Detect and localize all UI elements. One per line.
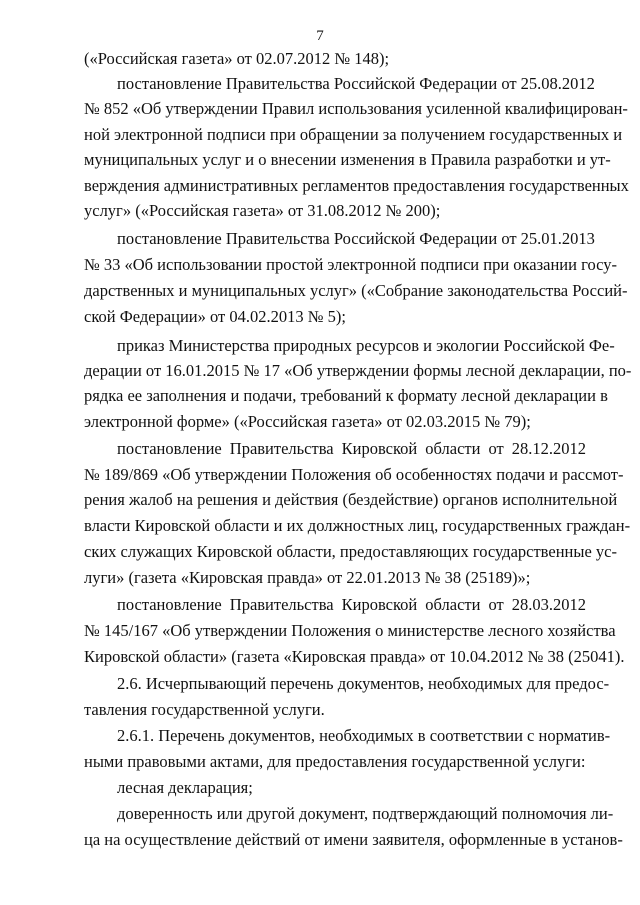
text-line: постановление Правительства Российской Федерации от 25.08.2012 bbox=[117, 74, 595, 93]
text-line: ской Федерации» от 04.02.2013 № 5); bbox=[84, 307, 346, 326]
text-line: 2.6.1. Перечень документов, необходимых в соответствии с норматив- bbox=[117, 726, 611, 745]
text-line: дерации от 16.01.2015 № 17 «Об утверждении формы лесной декларации, по- bbox=[84, 361, 632, 380]
text-line: постановление Правительства Российской Федерации от 25.01.2013 bbox=[117, 229, 595, 248]
text-line: власти Кировской области и их должностных лиц, государственных граждан- bbox=[84, 516, 631, 535]
text-line: луги» (газета «Кировская правда» от 22.01.2013 № 38 (25189)»; bbox=[84, 568, 531, 587]
text-line: муниципальных услуг и о внесении изменения в Правила разработки и ут- bbox=[84, 150, 611, 169]
text-line: доверенность или другой документ, подтверждающий полномочия ли- bbox=[117, 804, 614, 823]
text-line: дарственных и муниципальных услуг» («Собрание законодательства Россий- bbox=[84, 281, 628, 300]
text-line: № 852 «Об утверждении Правил использования усиленной квалифицирован- bbox=[84, 99, 628, 118]
text-line: электронной форме» («Российская газета» от 02.03.2015 № 79); bbox=[84, 412, 531, 431]
text-line: 2.6. Исчерпывающий перечень документов, необходимых для предос- bbox=[117, 674, 610, 693]
text-line: ными правовыми актами, для предоставления государственной услуги: bbox=[84, 752, 586, 771]
page-number: 7 bbox=[316, 28, 324, 44]
text-line: Кировской области» (газета «Кировская правда» от 10.04.2012 № 38 (25041). bbox=[84, 647, 625, 666]
text-line: № 189/869 «Об утверждении Положения об особенностях подачи и рассмот- bbox=[84, 465, 624, 484]
text-line: ной электронной подписи при обращении за получением государственных и bbox=[84, 125, 623, 144]
text-line: рения жалоб на решения и действия (бездействие) органов исполнительной bbox=[84, 490, 618, 509]
text-line: ца на осуществление действий от имени заявителя, оформленные в установ- bbox=[84, 830, 623, 849]
text-line: приказ Министерства природных ресурсов и экологии Российской Фе- bbox=[117, 336, 615, 355]
text-line: постановление Правительства Кировской области от 28.12.2012 bbox=[117, 439, 586, 458]
text-line: рядка ее заполнения и подачи, требований к формату лесной декларации в bbox=[84, 386, 608, 405]
text-line: («Российская газета» от 02.07.2012 № 148); bbox=[84, 49, 390, 68]
text-line: № 33 «Об использовании простой электронной подписи при оказании госу- bbox=[84, 255, 617, 274]
text-line: № 145/167 «Об утверждении Положения о министерстве лесного хозяйства bbox=[84, 621, 616, 640]
text-line: верждения административных регламентов предоставления государственных bbox=[84, 176, 629, 195]
text-line: тавления государственной услуги. bbox=[84, 700, 325, 719]
text-line: ских служащих Кировской области, предоставляющих государственные ус- bbox=[84, 542, 617, 561]
text-line: постановление Правительства Кировской области от 28.03.2012 bbox=[117, 595, 586, 614]
text-line: лесная декларация; bbox=[117, 778, 253, 797]
text-line: услуг» («Российская газета» от 31.08.2012 № 200); bbox=[84, 201, 441, 220]
